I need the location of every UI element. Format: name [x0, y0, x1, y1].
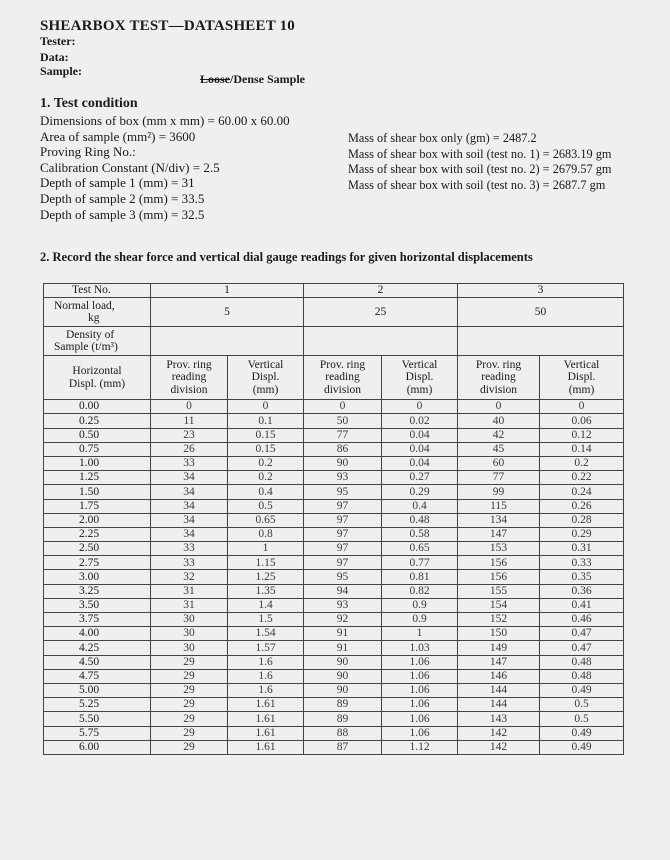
vertical-displ-cell: 1.57	[228, 641, 304, 655]
col-vert-line: Displ.	[405, 371, 434, 384]
vertical-displ-cell: 1.06	[382, 712, 458, 726]
vertical-displ-cell: 0.29	[382, 485, 458, 499]
horizontal-displ-cell: 5.00	[44, 683, 151, 697]
prov-ring-cell: 90	[304, 669, 382, 683]
vertical-displ-cell: 0.5	[540, 712, 624, 726]
prov-ring-cell: 155	[458, 584, 540, 598]
prov-ring-cell: 93	[304, 598, 382, 612]
vertical-displ-cell: 0.04	[382, 442, 458, 456]
prov-ring-cell: 40	[458, 414, 540, 428]
vertical-displ-cell: 1.61	[228, 740, 304, 754]
test-1: 1	[151, 284, 304, 298]
vertical-displ-cell: 1.6	[228, 683, 304, 697]
vertical-displ-cell: 0.28	[540, 513, 624, 527]
prov-ring-cell: 147	[458, 527, 540, 541]
vertical-displ-cell: 1.6	[228, 669, 304, 683]
table-row	[44, 499, 624, 513]
vertical-displ-cell: 0.48	[540, 669, 624, 683]
density-label-line1: Density of	[66, 328, 115, 341]
prov-ring-cell: 149	[458, 641, 540, 655]
col-prov-line: Prov. ring	[319, 358, 366, 371]
prov-ring-cell: 31	[151, 584, 228, 598]
density-label	[44, 327, 151, 356]
prov-ring-cell: 29	[151, 712, 228, 726]
normal-load-label-line2: kg	[88, 312, 100, 325]
vertical-displ-cell: 0.12	[540, 428, 624, 442]
horizontal-displ-cell: 2.00	[44, 513, 151, 527]
table-row	[44, 442, 624, 456]
col-prov-line: reading	[171, 371, 207, 384]
prov-ring-cell: 29	[151, 683, 228, 697]
vertical-displ-cell: 0	[228, 400, 304, 414]
sample-type-struck: Loose	[200, 72, 230, 86]
test-condition-heading: 1. Test condition	[40, 96, 138, 111]
condition-line: Depth of sample 1 (mm) = 31	[40, 175, 195, 191]
table-row	[44, 613, 624, 627]
col-vert-line: (mm)	[568, 383, 595, 396]
horizontal-displ-cell: 2.75	[44, 556, 151, 570]
prov-ring-cell: 11	[151, 414, 228, 428]
prov-ring-cell: 32	[151, 570, 228, 584]
table-row	[44, 556, 624, 570]
vertical-displ-cell: 0.2	[228, 471, 304, 485]
horizontal-displ-cell: 5.75	[44, 726, 151, 740]
load-2: 25	[304, 298, 458, 327]
condition-line: Depth of sample 2 (mm) = 33.5	[40, 190, 205, 206]
test-condition-right	[348, 131, 611, 193]
vertical-displ-cell: 1.12	[382, 740, 458, 754]
prov-ring-cell: 97	[304, 556, 382, 570]
vertical-displ-cell: 0.47	[540, 641, 624, 655]
prov-ring-cell: 31	[151, 598, 228, 612]
prov-ring-cell: 142	[458, 726, 540, 740]
prov-ring-cell: 91	[304, 641, 382, 655]
vertical-displ-cell: 0.5	[228, 499, 304, 513]
vertical-displ-cell: 0.47	[540, 627, 624, 641]
col-vert-1	[228, 356, 304, 400]
load-3: 50	[458, 298, 624, 327]
vertical-displ-cell: 0.2	[228, 456, 304, 470]
table-row	[44, 471, 624, 485]
table-row	[44, 456, 624, 470]
vertical-displ-cell: 0.15	[228, 428, 304, 442]
table-row	[44, 627, 624, 641]
prov-ring-cell: 94	[304, 584, 382, 598]
prov-ring-cell: 88	[304, 726, 382, 740]
prov-ring-cell: 97	[304, 513, 382, 527]
prov-ring-cell: 154	[458, 598, 540, 612]
vertical-displ-cell: 1.61	[228, 726, 304, 740]
vertical-displ-cell: 0.24	[540, 485, 624, 499]
condition-line: Area of sample (mm²) = 3600	[40, 128, 196, 144]
prov-ring-cell: 90	[304, 456, 382, 470]
condition-line: Dimensions of box (mm x mm) = 60.00 x 60.00	[40, 113, 290, 128]
vertical-displ-cell: 0.14	[540, 442, 624, 456]
readings-heading: 2. Record the shear force and vertical dial gauge readings for given horizontal displacements	[40, 250, 533, 264]
vertical-displ-cell: 0.48	[540, 655, 624, 669]
vertical-displ-cell: 0.35	[540, 570, 624, 584]
condition-line: Calibration Constant (N/div) = 2.5	[40, 159, 220, 175]
col-vert-line: Vertical	[563, 358, 600, 371]
prov-ring-cell: 115	[458, 499, 540, 513]
prov-ring-cell: 142	[458, 740, 540, 754]
horizontal-displ-cell: 1.75	[44, 499, 151, 513]
col-prov-line: reading	[481, 371, 516, 384]
col-vert-line: Displ.	[251, 371, 280, 384]
prov-ring-cell: 91	[304, 627, 382, 641]
col-horizontal	[44, 356, 151, 400]
sample-type-rest: /Dense Sample	[230, 72, 305, 86]
vertical-displ-cell: 0.9	[382, 613, 458, 627]
prov-ring-cell: 0	[304, 400, 382, 414]
table-row	[44, 400, 624, 414]
vertical-displ-cell: 0.65	[382, 542, 458, 556]
col-prov-3	[458, 356, 540, 400]
horizontal-displ-cell: 6.00	[44, 740, 151, 754]
prov-ring-cell: 92	[304, 613, 382, 627]
prov-ring-cell: 0	[458, 400, 540, 414]
test-no-label: Test No.	[44, 284, 151, 298]
prov-ring-cell: 134	[458, 513, 540, 527]
vertical-displ-cell: 0.04	[382, 428, 458, 442]
condition-line: Proving Ring No.:	[40, 144, 136, 160]
prov-ring-cell: 156	[458, 556, 540, 570]
vertical-displ-cell: 1.06	[382, 683, 458, 697]
vertical-displ-cell: 1.4	[228, 598, 304, 612]
prov-ring-cell: 30	[151, 613, 228, 627]
prov-ring-cell: 144	[458, 698, 540, 712]
sample-label: Sample:	[40, 64, 82, 78]
vertical-displ-cell: 0.58	[382, 527, 458, 541]
prov-ring-cell: 23	[151, 428, 228, 442]
prov-ring-cell: 150	[458, 627, 540, 641]
vertical-displ-cell: 1.06	[382, 669, 458, 683]
vertical-displ-cell: 0.26	[540, 499, 624, 513]
prov-ring-cell: 30	[151, 641, 228, 655]
normal-load-label-line1: Normal load,	[54, 299, 115, 312]
vertical-displ-cell: 1.06	[382, 655, 458, 669]
horizontal-displ-cell: 5.25	[44, 698, 151, 712]
vertical-displ-cell: 0.77	[382, 556, 458, 570]
vertical-displ-cell: 1.03	[382, 641, 458, 655]
col-prov-line: division	[323, 383, 362, 396]
vertical-displ-cell: 0.04	[382, 456, 458, 470]
prov-ring-cell: 93	[304, 471, 382, 485]
table-row	[44, 655, 624, 669]
vertical-displ-cell: 0.82	[382, 584, 458, 598]
mass-line: Mass of shear box with soil (test no. 2) = 2679.57 gm	[348, 162, 612, 177]
prov-ring-cell: 29	[151, 655, 228, 669]
mass-line: Mass of shear box with soil (test no. 1) = 2683.19 gm	[348, 146, 612, 161]
vertical-displ-cell: 0.8	[228, 527, 304, 541]
vertical-displ-cell: 0.22	[540, 471, 624, 485]
prov-ring-cell: 29	[151, 740, 228, 754]
vertical-displ-cell: 1.35	[228, 584, 304, 598]
readings-table	[43, 283, 624, 755]
table-row	[44, 513, 624, 527]
table-row	[44, 527, 624, 541]
prov-ring-cell: 86	[304, 442, 382, 456]
prov-ring-cell: 97	[304, 499, 382, 513]
prov-ring-cell: 77	[458, 471, 540, 485]
prov-ring-cell: 89	[304, 712, 382, 726]
prov-ring-cell: 29	[151, 726, 228, 740]
prov-ring-cell: 33	[151, 556, 228, 570]
horizontal-displ-cell: 5.50	[44, 712, 151, 726]
normal-load-label	[44, 298, 151, 327]
table-row	[44, 726, 624, 740]
horizontal-displ-cell: 4.25	[44, 641, 151, 655]
prov-ring-cell: 95	[304, 485, 382, 499]
horizontal-displ-cell: 4.50	[44, 655, 151, 669]
vertical-displ-cell: 1.54	[228, 627, 304, 641]
prov-ring-cell: 33	[151, 456, 228, 470]
vertical-displ-cell: 0.65	[228, 513, 304, 527]
load-1: 5	[151, 298, 304, 327]
vertical-displ-cell: 1.61	[228, 698, 304, 712]
horizontal-displ-cell: 3.75	[44, 613, 151, 627]
col-prov-line: division	[170, 383, 208, 396]
prov-ring-cell: 0	[151, 400, 228, 414]
vertical-displ-cell: 1.06	[382, 698, 458, 712]
density-3	[458, 327, 624, 356]
vertical-displ-cell: 0.33	[540, 556, 624, 570]
vertical-displ-cell: 0.4	[382, 499, 458, 513]
prov-ring-cell: 97	[304, 527, 382, 541]
table-row	[44, 683, 624, 697]
test-3: 3	[458, 284, 624, 298]
vertical-displ-cell: 0.9	[382, 598, 458, 612]
vertical-displ-cell: 0.31	[540, 542, 624, 556]
prov-ring-cell: 143	[458, 712, 540, 726]
table-row	[44, 740, 624, 754]
vertical-displ-cell: 0.48	[382, 513, 458, 527]
page-title: SHEARBOX TEST—DATASHEET 10	[40, 18, 295, 34]
density-2	[304, 327, 458, 356]
table-row	[44, 428, 624, 442]
col-vert-line: (mm)	[252, 383, 279, 396]
table-row	[44, 598, 624, 612]
prov-ring-cell: 33	[151, 542, 228, 556]
prov-ring-cell: 147	[458, 655, 540, 669]
prov-ring-cell: 34	[151, 471, 228, 485]
prov-ring-cell: 34	[151, 499, 228, 513]
vertical-displ-cell: 0.15	[228, 442, 304, 456]
vertical-displ-cell: 0.41	[540, 598, 624, 612]
vertical-displ-cell: 0.2	[540, 456, 624, 470]
horizontal-displ-cell: 1.00	[44, 456, 151, 470]
prov-ring-cell: 30	[151, 627, 228, 641]
col-vert-line: Displ.	[567, 371, 596, 384]
prov-ring-cell: 95	[304, 570, 382, 584]
prov-ring-cell: 77	[304, 428, 382, 442]
col-vert-2	[382, 356, 458, 400]
vertical-displ-cell: 0	[540, 400, 624, 414]
prov-ring-cell: 60	[458, 456, 540, 470]
horizontal-displ-cell: 1.25	[44, 471, 151, 485]
condition-line: Depth of sample 3 (mm) = 32.5	[40, 206, 205, 222]
table-row	[44, 542, 624, 556]
vertical-displ-cell: 0	[382, 400, 458, 414]
vertical-displ-cell: 0.02	[382, 414, 458, 428]
horizontal-displ-cell: 0.50	[44, 428, 151, 442]
tester-label: Tester:	[40, 34, 76, 48]
col-vert-line: (mm)	[406, 383, 433, 396]
vertical-displ-cell: 1.15	[228, 556, 304, 570]
sample-type	[200, 72, 305, 87]
mass-line: Mass of shear box only (gm) = 2487.2	[348, 131, 537, 145]
prov-ring-cell: 97	[304, 542, 382, 556]
vertical-displ-cell: 0.46	[540, 613, 624, 627]
table-row	[44, 485, 624, 499]
col-vert-line: Vertical	[247, 358, 284, 371]
prov-ring-cell: 34	[151, 513, 228, 527]
prov-ring-cell: 90	[304, 655, 382, 669]
horizontal-displ-cell: 0.25	[44, 414, 151, 428]
col-horizontal-line2: Displ. (mm)	[68, 377, 126, 390]
prov-ring-cell: 89	[304, 698, 382, 712]
col-prov-1	[151, 356, 228, 400]
vertical-displ-cell: 1	[382, 627, 458, 641]
col-vert-3	[540, 356, 624, 400]
horizontal-displ-cell: 0.75	[44, 442, 151, 456]
table-row	[44, 712, 624, 726]
vertical-displ-cell: 0.5	[540, 698, 624, 712]
col-prov-line: division	[479, 383, 518, 396]
table-row	[44, 669, 624, 683]
table-row	[44, 641, 624, 655]
table-row	[44, 414, 624, 428]
vertical-displ-cell: 0.49	[540, 683, 624, 697]
table-row	[44, 698, 624, 712]
prov-ring-cell: 29	[151, 669, 228, 683]
horizontal-displ-cell: 1.50	[44, 485, 151, 499]
vertical-displ-cell: 0.49	[540, 740, 624, 754]
density-label-line2: Sample (t/m³)	[54, 341, 118, 354]
prov-ring-cell: 156	[458, 570, 540, 584]
vertical-displ-cell: 0.4	[228, 485, 304, 499]
horizontal-displ-cell: 4.75	[44, 669, 151, 683]
vertical-displ-cell: 1	[228, 542, 304, 556]
vertical-displ-cell: 0.29	[540, 527, 624, 541]
col-vert-line: Vertical	[401, 358, 438, 371]
vertical-displ-cell: 1.61	[228, 712, 304, 726]
prov-ring-cell: 153	[458, 542, 540, 556]
prov-ring-cell: 90	[304, 683, 382, 697]
vertical-displ-cell: 0.06	[540, 414, 624, 428]
vertical-displ-cell: 0.27	[382, 471, 458, 485]
horizontal-displ-cell: 2.50	[44, 542, 151, 556]
horizontal-displ-cell: 3.25	[44, 584, 151, 598]
test-condition-left	[40, 113, 290, 222]
prov-ring-cell: 144	[458, 683, 540, 697]
table-row	[44, 584, 624, 598]
prov-ring-cell: 29	[151, 698, 228, 712]
col-horizontal-line1: Horizontal	[72, 365, 122, 378]
test-2: 2	[304, 284, 458, 298]
horizontal-displ-cell: 2.25	[44, 527, 151, 541]
data-label: Data:	[40, 50, 69, 64]
col-prov-line: Prov. ring	[475, 358, 522, 371]
vertical-displ-cell: 1.25	[228, 570, 304, 584]
vertical-displ-cell: 0.36	[540, 584, 624, 598]
vertical-displ-cell: 1.06	[382, 726, 458, 740]
horizontal-displ-cell: 0.00	[44, 400, 151, 414]
prov-ring-cell: 45	[458, 442, 540, 456]
vertical-displ-cell: 0.81	[382, 570, 458, 584]
density-1	[151, 327, 304, 356]
horizontal-displ-cell: 3.00	[44, 570, 151, 584]
horizontal-displ-cell: 4.00	[44, 627, 151, 641]
prov-ring-cell: 146	[458, 669, 540, 683]
vertical-displ-cell: 0.1	[228, 414, 304, 428]
col-prov-2	[304, 356, 382, 400]
prov-ring-cell: 50	[304, 414, 382, 428]
prov-ring-cell: 34	[151, 527, 228, 541]
table-row	[44, 570, 624, 584]
prov-ring-cell: 99	[458, 485, 540, 499]
prov-ring-cell: 34	[151, 485, 228, 499]
col-prov-line: reading	[325, 371, 360, 384]
vertical-displ-cell: 1.5	[228, 613, 304, 627]
horizontal-displ-cell: 3.50	[44, 598, 151, 612]
vertical-displ-cell: 1.6	[228, 655, 304, 669]
col-prov-line: Prov. ring	[166, 358, 212, 371]
prov-ring-cell: 26	[151, 442, 228, 456]
prov-ring-cell: 87	[304, 740, 382, 754]
mass-line: Mass of shear box with soil (test no. 3) = 2687.7 gm	[348, 177, 606, 192]
prov-ring-cell: 152	[458, 613, 540, 627]
vertical-displ-cell: 0.49	[540, 726, 624, 740]
prov-ring-cell: 42	[458, 428, 540, 442]
